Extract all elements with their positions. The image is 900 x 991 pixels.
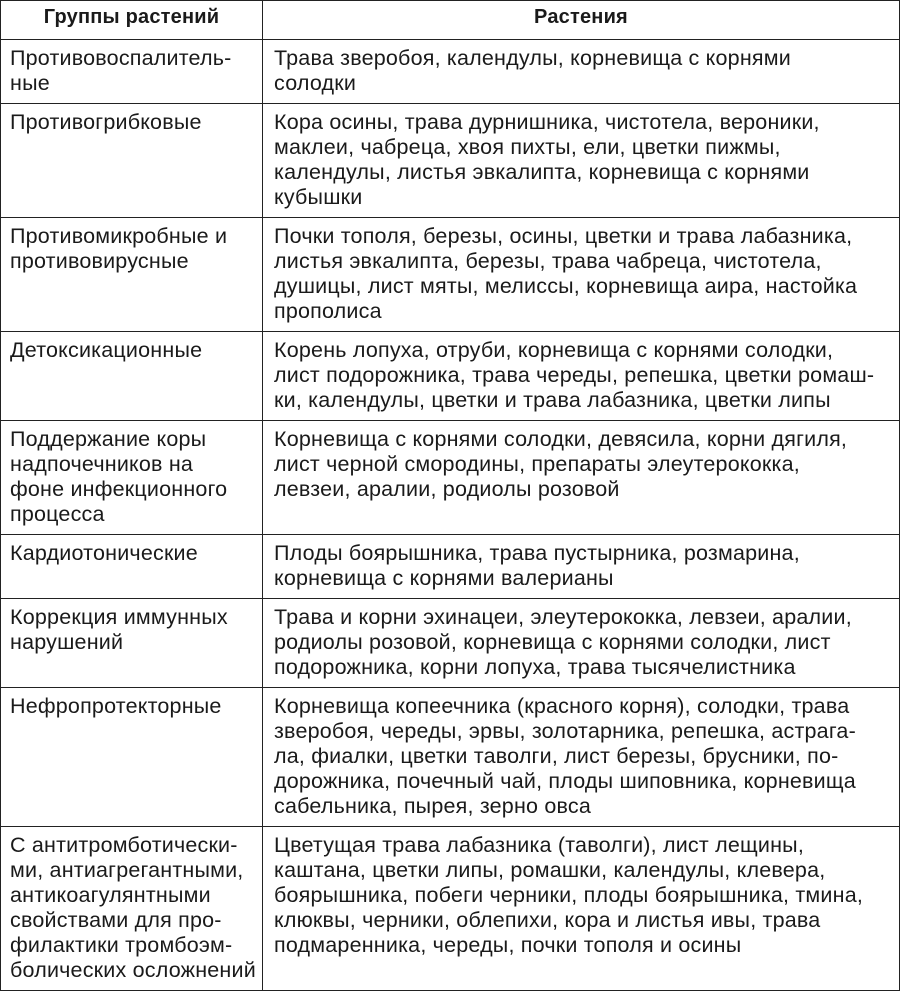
- plants-line: кубышки: [274, 185, 363, 209]
- group-line: свойствами для про-: [10, 908, 222, 932]
- plants-cell: [263, 104, 900, 218]
- plants-cell: [263, 688, 900, 827]
- header-row: [1, 1, 900, 40]
- table-row: [1, 40, 900, 104]
- plants-line: подмаренника, череды, почки тополя и осины: [274, 933, 742, 957]
- group-line: Противовоспалитель-: [10, 46, 232, 70]
- group-line: нарушений: [10, 630, 124, 654]
- plants-line: каштана, цветки липы, ромашки, календулы, клевера,: [274, 858, 826, 882]
- plants-line: левзеи, аралии, родиолы розовой: [274, 477, 620, 501]
- group-line: филактики тромбоэм-: [10, 933, 233, 957]
- plants-line: ки, календулы, цветки и трава лабазника, цветки липы: [274, 388, 831, 412]
- table-row: [1, 421, 900, 535]
- plants-line: боярышника, побеги черники, плоды боярышника, тмина,: [274, 883, 864, 907]
- table-row: [1, 599, 900, 688]
- group-line: Противомикробные и: [10, 224, 228, 248]
- header-plants: Растения: [263, 1, 900, 40]
- group-cell: [1, 535, 263, 599]
- group-line: Коррекция иммунных: [10, 605, 228, 629]
- plants-line: календулы, листья эвкалипта, корневища с корнями: [274, 160, 810, 184]
- plants-line: Корневища копеечника (красного корня), солодки, трава: [274, 694, 850, 718]
- table-row: [1, 104, 900, 218]
- group-line: болических осложнений: [10, 958, 256, 982]
- plants-line: Трава зверобоя, календулы, корневища с корнями: [274, 46, 791, 70]
- group-line: антикоагулянтными: [10, 883, 211, 907]
- group-cell: [1, 40, 263, 104]
- plants-cell: [263, 599, 900, 688]
- group-cell: [1, 218, 263, 332]
- group-cell: [1, 104, 263, 218]
- plants-line: Почки тополя, березы, осины, цветки и трава лабазника,: [274, 224, 853, 248]
- group-line: ные: [10, 71, 50, 95]
- plants-line: ла, фиалки, цветки таволги, лист березы, брусники, по-: [274, 744, 839, 768]
- table-row: [1, 827, 900, 991]
- table-row: [1, 332, 900, 421]
- plants-cell: [263, 40, 900, 104]
- plants-line: Корень лопуха, отруби, корневища с корнями солодки,: [274, 338, 834, 362]
- plants-line: Кора осины, трава дурнишника, чистотела, вероники,: [274, 110, 820, 134]
- plants-line: Трава и корни эхинацеи, элеутерококка, левзеи, аралии,: [274, 605, 852, 629]
- plants-line: корневища с корнями валерианы: [274, 566, 614, 590]
- table-row: [1, 688, 900, 827]
- group-line: Нефропротекторные: [10, 694, 222, 718]
- group-cell: [1, 827, 263, 991]
- group-cell: [1, 332, 263, 421]
- group-cell: [1, 421, 263, 535]
- table-row: [1, 218, 900, 332]
- plants-line: прополиса: [274, 299, 382, 323]
- group-cell: [1, 599, 263, 688]
- plants-line: маклеи, чабреца, хвоя пихты, ели, цветки пижмы,: [274, 135, 781, 159]
- plants-line: душицы, лист мяты, мелиссы, корневища аира, настойка: [274, 274, 858, 298]
- plants-line: клюквы, черники, облепихи, кора и листья ивы, трава: [274, 908, 821, 932]
- group-line: противовирусные: [10, 249, 189, 273]
- group-line: С антитромботически-: [10, 833, 238, 857]
- group-line: Кардиотонические: [10, 541, 198, 565]
- plants-line: Корневища с корнями солодки, девясила, корни дягиля,: [274, 427, 848, 451]
- plants-line: лист черной смородины, препараты элеутерококка,: [274, 452, 800, 476]
- plants-line: солодки: [274, 71, 357, 95]
- header-groups: Группы растений: [1, 1, 263, 40]
- plants-cell: [263, 332, 900, 421]
- group-line: процесса: [10, 502, 105, 526]
- group-cell: [1, 688, 263, 827]
- plants-line: зверобоя, череды, эрвы, золотарника, репешка, астрага-: [274, 719, 856, 743]
- plants-line: Цветущая трава лабазника (таволги), лист лещины,: [274, 833, 805, 857]
- plants-line: листья эвкалипта, березы, трава чабреца, чистотела,: [274, 249, 822, 273]
- plants-cell: [263, 827, 900, 991]
- plants-line: Плоды боярышника, трава пустырника, розмарина,: [274, 541, 800, 565]
- plants-line: сабельника, пырея, зерно овса: [274, 794, 592, 818]
- group-line: Поддержание коры: [10, 427, 207, 451]
- table-row: [1, 535, 900, 599]
- group-line: фоне инфекционного: [10, 477, 228, 501]
- plants-cell: [263, 421, 900, 535]
- group-line: Детоксикационные: [10, 338, 203, 362]
- plants-line: родиолы розовой, корневища с корнями солодки, лист: [274, 630, 831, 654]
- group-line: Противогрибковые: [10, 110, 202, 134]
- plants-cell: [263, 218, 900, 332]
- plants-line: дорожника, почечный чай, плоды шиповника, корневища: [274, 769, 856, 793]
- group-line: ми, антиагрегантными,: [10, 858, 244, 882]
- plants-line: лист подорожника, трава череды, репешка, цветки ромаш-: [274, 363, 875, 387]
- plants-cell: [263, 535, 900, 599]
- group-line: надпочечников на: [10, 452, 194, 476]
- plants-line: подорожника, корни лопуха, трава тысячелистника: [274, 655, 796, 679]
